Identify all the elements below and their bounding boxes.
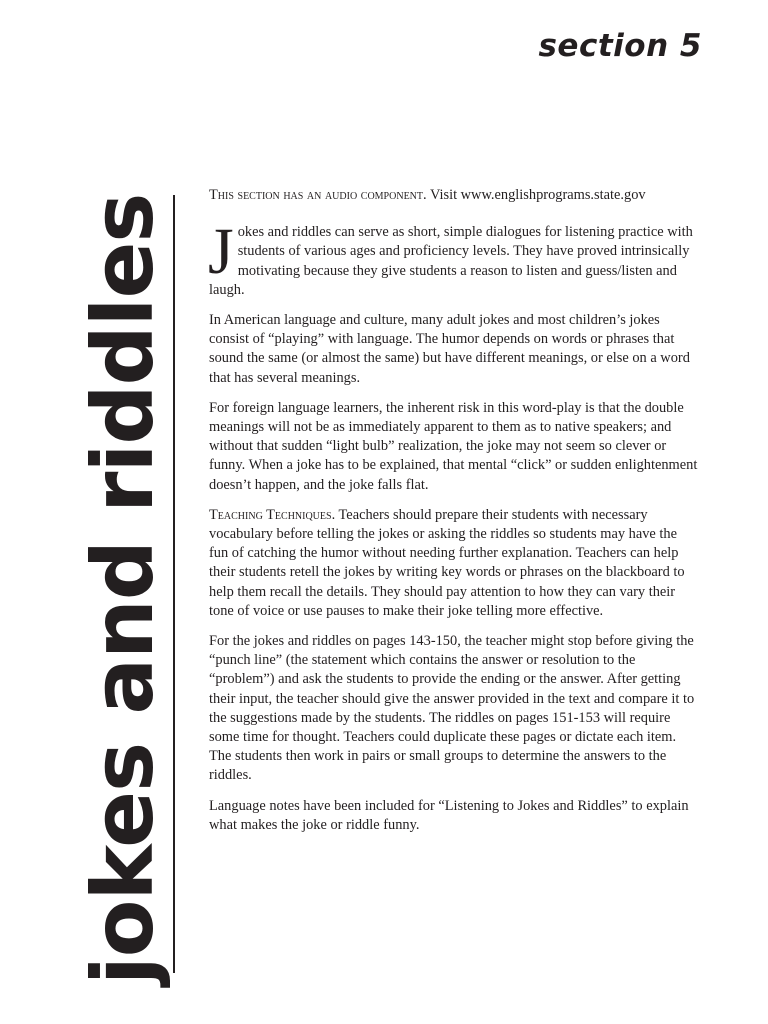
audio-note-link-text: Visit www.englishprograms.state.gov <box>426 187 646 203</box>
sidebar-title-wrap <box>74 193 172 985</box>
drop-cap: J <box>208 215 234 289</box>
paragraph-4-text: Teachers should prepare their students with necessary vocabulary before telling the jokes or asking the riddles so students may have the fun of catching the humor without needing further explanation. Teachers can help their students retell the jokes by writing key words or phrases on the blackboard to help them recall the details. They should pay attention to how they can vary their tone of voice or use pauses to make their joke telling more effective. <box>209 506 685 619</box>
paragraph-5: For the jokes and riddles on pages 143-150, the teacher might stop before giving the “punch line” (the statement which contains the answer or resolution to the “problem”) and ask the students to provide the ending or the answer. After getting their input, the teacher should give the answer provided in the text and compare it to the suggestions made by the students. The riddles on pages 151-153 will require some time for thought. Teachers could duplicate these pages or dictate each item. The students then work in pairs or small groups to determine the answers to the riddles. <box>209 633 695 784</box>
paragraph-6: Language notes have been included for “Listening to Jokes and Riddles” to explain what makes the joke or riddle funny. <box>209 797 689 833</box>
audio-note <box>209 186 699 205</box>
teaching-techniques-heading: Teaching Techniques. <box>209 506 336 523</box>
intro-paragraph <box>208 215 699 300</box>
paragraph-2: In American language and culture, many adult jokes and most children’s jokes consist of “playing” with language. The humor depends on words or phrases that sound the same (or almost the same) but have different meanings, or else on a word that has several meanings. <box>209 312 690 386</box>
article-body <box>209 186 699 846</box>
audio-note-lead: This section has an audio component. <box>209 187 427 203</box>
paragraph-3: For foreign language learners, the inherent risk in this word-play is that the double meanings will not be as immediately apparent to them as to native speakers; and without that sudden “light bulb” realization, the joke may not seem so clever or funny. When a joke has to be explained, that mental “click” or sudden enlightenment doesn’t happen, and the joke falls flat. <box>209 399 698 493</box>
vertical-divider <box>173 195 175 973</box>
intro-text: okes and riddles can serve as short, simple dialogues for listening practice with students of various ages and proficiency levels. They have proved intrinsically motivating because they give students a reason to listen and guess/listen and laugh. <box>209 224 693 298</box>
sidebar-title: jokes and riddles <box>74 193 172 985</box>
paragraph-4 <box>209 506 699 621</box>
section-label: section 5 <box>538 28 702 64</box>
